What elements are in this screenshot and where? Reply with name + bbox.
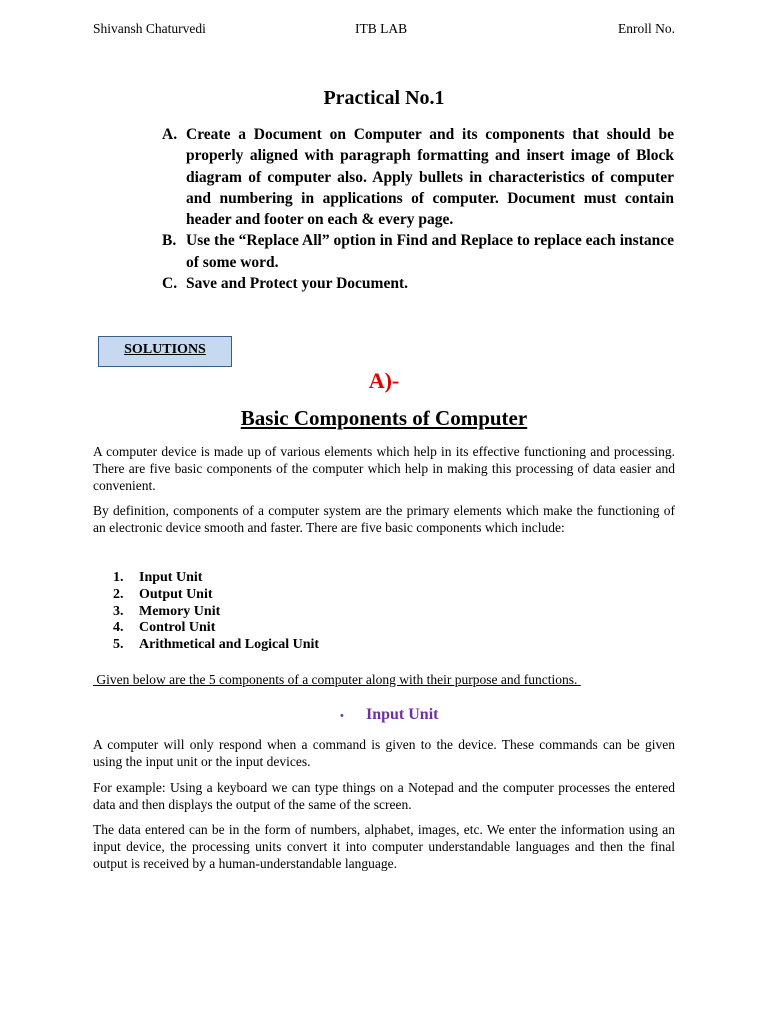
list-item — [113, 637, 319, 654]
list-item — [113, 570, 319, 587]
section-marker: A)- — [368, 368, 400, 393]
input-unit-example-paragraph: For example: Using a keyboard we can type things on a Notepad and the computer processes the entered data and then displays the output of the same of the screen. — [93, 780, 675, 812]
page-header — [93, 21, 675, 39]
bullet-icon: • — [340, 710, 344, 722]
given-below-note: Given below are the 5 components of a computer along with their purpose and functions. — [93, 672, 581, 687]
input-unit-data-paragraph: The data entered can be in the form of numbers, alphabet, images, etc. We enter the information using an input device, the processing units convert it into computer understandable languages and then the final output is received by a human-understandable language. — [93, 822, 675, 871]
list-item — [113, 604, 319, 621]
input-unit-heading-text: Input Unit — [366, 706, 439, 723]
solutions-label: SOLUTIONS — [124, 342, 206, 357]
list-item — [113, 620, 319, 637]
header-course: ITB LAB — [355, 21, 408, 36]
task-item-a — [162, 124, 674, 230]
list-number: 3. — [113, 603, 124, 619]
list-label: Output Unit — [139, 586, 213, 602]
task-marker: B. — [162, 232, 177, 250]
components-list — [113, 570, 319, 654]
task-text: Use the “Replace All” option in Find and Replace to replace each instance of some word. — [186, 232, 674, 271]
task-item-c — [162, 273, 674, 294]
list-item — [113, 587, 319, 604]
definition-paragraph: By definition, components of a computer system are the primary elements which make the functioning of an electronic device smooth and faster. There are five basic components which include: — [93, 503, 675, 535]
task-text: Save and Protect your Document. — [186, 275, 409, 293]
task-item-b — [162, 230, 674, 273]
task-list — [162, 124, 674, 294]
list-number: 1. — [113, 570, 124, 585]
list-number: 5. — [113, 637, 124, 653]
task-marker: A. — [162, 126, 178, 143]
list-label: Control Unit — [139, 620, 216, 636]
practical-title: Practical No.1 — [323, 87, 445, 109]
task-text: Create a Document on Computer and its components that should be properly aligned with paragraph formatting and insert image of Block diagram of computer also. Apply bullets in characteristics of computer and numbering in applications of computer. Document must contain header and footer on each & every page. — [186, 126, 674, 229]
header-enroll-label: Enroll No. — [618, 21, 675, 36]
list-label: Input Unit — [139, 570, 203, 585]
list-number: 2. — [113, 586, 124, 602]
header-author: Shivansh Chaturvedi — [93, 21, 206, 36]
list-label: Memory Unit — [139, 603, 221, 619]
task-marker: C. — [162, 275, 178, 293]
list-label: Arithmetical and Logical Unit — [139, 637, 320, 653]
section-title: Basic Components of Computer — [240, 406, 528, 430]
solutions-box — [98, 336, 232, 367]
input-unit-paragraph: A computer will only respond when a command is given to the device. These commands can be given using the input unit or the input devices. — [93, 737, 675, 769]
list-number: 4. — [113, 620, 124, 636]
intro-paragraph: A computer device is made up of various elements which help in its effective functioning and processing. There are five basic components of the computer which help in making this processing of data easier and convenient. — [93, 444, 675, 493]
